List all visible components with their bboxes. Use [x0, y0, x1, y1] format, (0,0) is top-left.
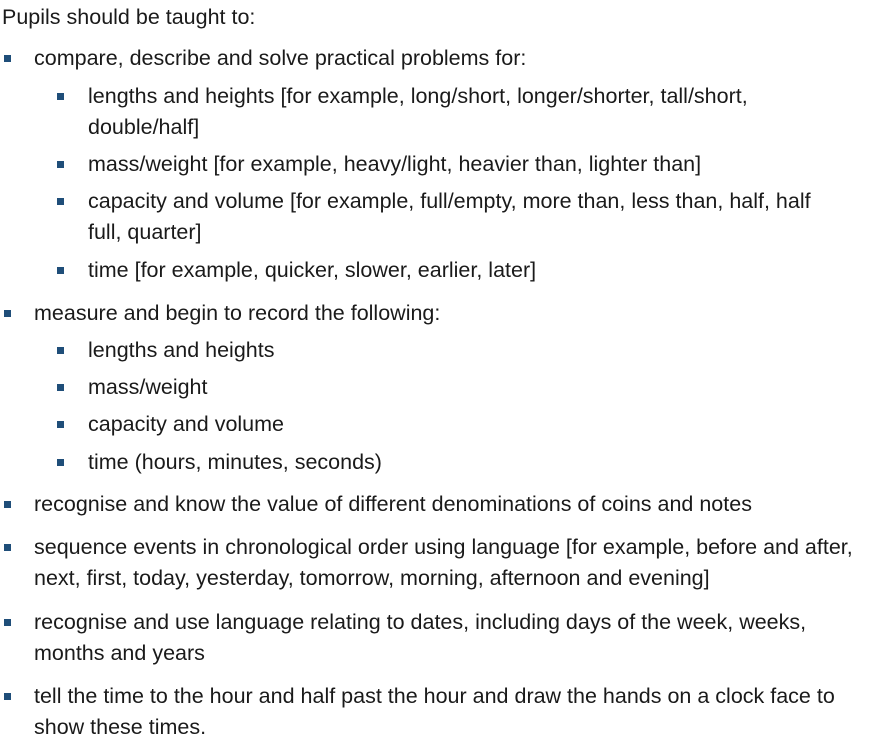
- sub-list-item: [0, 186, 890, 248]
- list-item-text: measure and begin to record the following:: [34, 301, 441, 325]
- list-item-text: capacity and volume [for example, full/empty, more than, less than, half, half full, quarter]: [88, 189, 811, 244]
- sub-list-item: [0, 335, 890, 366]
- square-bullet-icon: [57, 347, 64, 354]
- list-item-text: mass/weight: [88, 375, 208, 399]
- square-bullet-icon: [4, 619, 11, 626]
- list-item-text: recognise and know the value of different denominations of coins and notes: [34, 492, 752, 516]
- list-item-text: lengths and heights: [88, 338, 275, 362]
- intro-text: Pupils should be taught to:: [2, 5, 256, 29]
- square-bullet-icon: [57, 459, 64, 466]
- sub-list-item: [0, 372, 890, 403]
- square-bullet-icon: [4, 55, 11, 62]
- square-bullet-icon: [4, 693, 11, 700]
- sub-list-item: [0, 255, 890, 286]
- list-item-text: tell the time to the hour and half past the hour and draw the hands on a clock face to show these times.: [34, 684, 835, 739]
- square-bullet-icon: [4, 501, 11, 508]
- list-item-text: time [for example, quicker, slower, earlier, later]: [88, 258, 537, 282]
- list-item-text: compare, describe and solve practical problems for:: [34, 46, 527, 70]
- square-bullet-icon: [4, 544, 11, 551]
- square-bullet-icon: [4, 310, 11, 317]
- sub-list-item: [0, 447, 890, 478]
- list-item: [0, 489, 890, 520]
- list-item: [0, 532, 890, 594]
- square-bullet-icon: [57, 198, 64, 205]
- sub-list-item: [0, 81, 890, 143]
- list-item: [0, 607, 890, 669]
- list-item-text: recognise and use language relating to dates, including days of the week, weeks, months and years: [34, 610, 807, 665]
- square-bullet-icon: [57, 267, 64, 274]
- list-item: [0, 681, 890, 743]
- list-item: [0, 43, 890, 74]
- sub-list-item: [0, 149, 890, 180]
- list-item-text: capacity and volume: [88, 412, 284, 436]
- list-item-text: time (hours, minutes, seconds): [88, 450, 382, 474]
- square-bullet-icon: [57, 384, 64, 391]
- square-bullet-icon: [57, 93, 64, 100]
- list-item-text: lengths and heights [for example, long/short, longer/shorter, tall/short, double/half]: [88, 84, 748, 139]
- square-bullet-icon: [57, 421, 64, 428]
- list-item: [0, 298, 890, 329]
- list-item-text: mass/weight [for example, heavy/light, heavier than, lighter than]: [88, 152, 702, 176]
- list-item-text: sequence events in chronological order using language [for example, before and after, next, first, today, yesterday, tomorrow, morning, afternoon and evening]: [34, 535, 853, 590]
- sub-list-item: [0, 409, 890, 440]
- square-bullet-icon: [57, 161, 64, 168]
